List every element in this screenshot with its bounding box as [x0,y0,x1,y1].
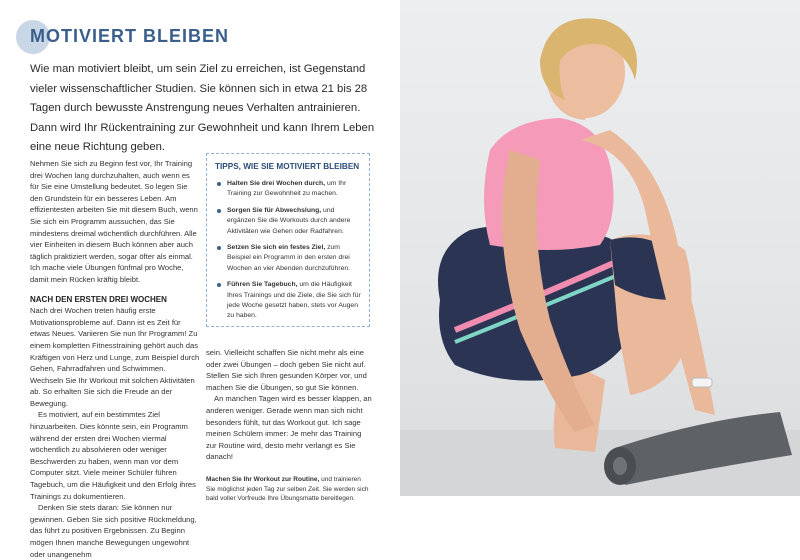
body-column-left [30,158,200,560]
body-paragraph: Nehmen Sie sich zu Beginn fest vor, Ihr Training drei Wochen lang durchzuhalten, auch wenn es für Sie eine Umstellung bedeutet. So legen Sie den Grundstein für ein besseres Leben. Am effizientesten arbeiten Sie mit diesem Buch, wenn Sie sich ein Programm aussuchen, das Sie mindestens dreimal wöchentlich durchführen. Alle vier Einheiten in diesem Buch können aber auch täglich praktiziert werden, sogar öfter als einmal. Ich mache viele Übungen fünfmal pro Woche, damit mein Rücken kräftig bleibt. [30,159,198,284]
tips-box [206,153,370,327]
tips-title: TIPPS, WIE SIE MOTIVIERT BLEIBEN [215,162,360,171]
body-paragraph: Denken Sie stets daran: Sie können nur gewinnen. Geben Sie sich positive Rückmeldung, das führt zu positiven Ergebnissen. Zu Beginn mögen Ihnen manche Bewegungen ungewohnt oder unangenehm [30,503,197,559]
bullet-icon [217,209,221,213]
body-paragraph: Nach drei Wochen treten häufig erste Motivationsprobleme auf. Dann ist es Zeit für etwas Neues. Variieren Sie nun Ihr Programm! Zu einem kompletten Fitnesstraining gehört auch das Kräftigen von Herz und Lunge, zum Beispiel durch Gehen, Fahrradfahren und Schwimmen. Wechseln Sie Ihr Workout mit solchen Aktivitäten ab. So erhalten Sie sich die Freude an der Bewegung. [30,306,200,408]
bullet-icon [217,182,221,186]
section-heading: NACH DEN ERSTEN DREI WOCHEN [30,294,167,304]
tip-item: Sorgen Sie für Abwechslung, und ergänzen Sie die Workouts durch andere Aktivitäten wie Gehen oder Radfahren. [217,206,363,237]
bullet-icon [217,246,221,250]
body-paragraph: An manchen Tagen wird es besser klappen, an anderen weniger. Gerade wenn man sich nicht besonders fühlt, tut das Workout gut. Ich sage meinen Schülern immer: Je mehr das Training zur Routine wird, desto mehr verlangt es Sie danach! [206,394,372,462]
tips-list [207,179,369,322]
tip-item: Führen Sie Tagebuch, um die Häufigkeit Ihres Trainings und die Ziele, die Sie sich für jede Woche gesetzt haben, stets vor Augen zu haben. [217,280,363,322]
tip-item: Setzen Sie sich ein festes Ziel, zum Beispiel ein Programm in den ersten drei Wochen an vier Abenden durchzuführen. [217,243,363,274]
intro-paragraph: Wie man motiviert bleibt, um sein Ziel zu erreichen, ist Gegenstand vieler wissenschaftlicher Studien. Sie können sich in etwa 21 bis 28 Tagen durch bewusste Anstrengung neues Verhalten antrainieren. Dann wird Ihr Rückentraining zur Gewohnheit und kann Ihrem Leben eine neue Richtung geben. [30,63,375,153]
bullet-icon [217,283,221,287]
text-page [0,0,400,559]
body-paragraph: Es motiviert, auf ein bestimmtes Ziel hinzuarbeiten. Dies könnte sein, ein Programm während der ersten drei Wochen viermal wöchentlich zu absolvieren oder weniger Beschwerden zu haben, wenn man vor dem Computer sitzt. Viele meiner Schüler führen Tagebuch, um die Häufigkeit und den Erfolg ihres Trainings zu dokumentieren. [30,410,196,501]
body-paragraph: sein. Vielleicht schaffen Sie nicht mehr als eine oder zwei Übungen – doch geben Sie nicht auf. Stellen Sie sich Ihren gesunden Körper vor, und machen Sie die Übungen, so gut Sie können. [206,348,367,392]
body-column-right [206,347,372,504]
closing-note: Machen Sie Ihr Workout zur Routine, und trainieren Sie möglichst jeden Tag zur selben Zeit. Sie werden sich bald voller Vorfreude Ihre Übungsmatte bereitlegen. [206,475,369,503]
tip-item: Halten Sie drei Wochen durch, um Ihr Training zur Gewohnheit zu machen. [217,179,363,200]
page-title: MOTIVIERT BLEIBEN [30,26,230,46]
photo-illustration [400,0,800,496]
woman-with-yoga-mat-photo [400,0,800,496]
